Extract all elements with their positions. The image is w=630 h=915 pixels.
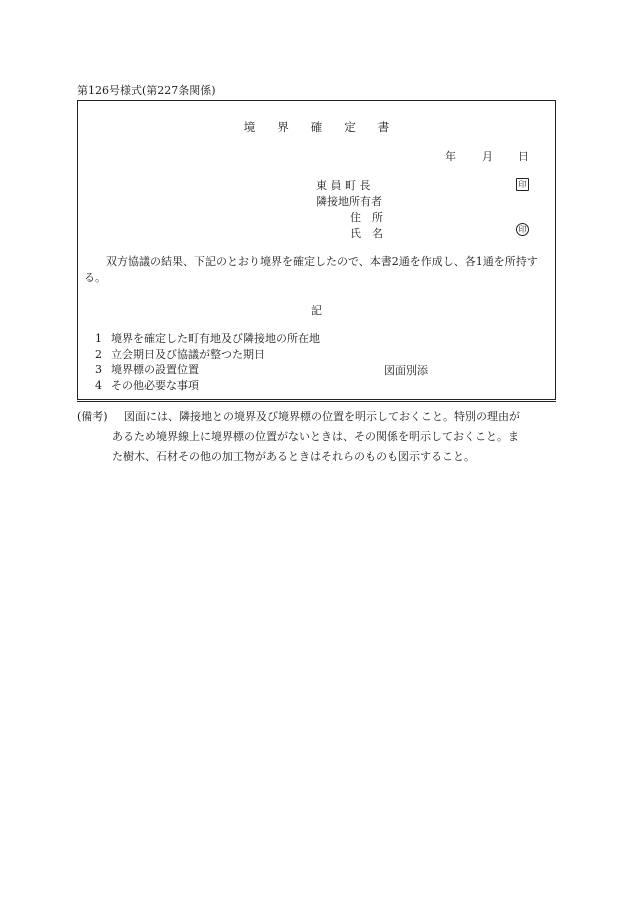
list-item: 3 境界標の設置位置 [95, 363, 199, 376]
remarks-line: 図面には、隣接地との境界及び境界標の位置を明示しておくこと。特別の理由が [124, 410, 520, 423]
recipient-adjacent-owner: 隣接地所有者 [316, 195, 382, 208]
list-item: 2 立会期日及び協議が整つた期日 [95, 347, 265, 361]
form-bottom-rule [77, 399, 556, 402]
form-number: 第126号様式(第227条関係) [77, 84, 216, 97]
attachment-note: 図面別添 [384, 364, 428, 377]
date-day-label: 日 [518, 150, 529, 163]
recipient-name-label: 氏 名 [350, 227, 383, 240]
recipient-mayor: 東 員 町 長 [316, 179, 371, 192]
list-item: 1 境界を確定した町有地及び隣接地の所在地 [95, 332, 320, 345]
remarks-heading: (備考) [77, 410, 108, 423]
ki-heading: 記 [311, 304, 322, 317]
list-item: 4 その他必要な事項 [95, 378, 199, 392]
remarks-block [77, 407, 557, 467]
recipient-block [316, 178, 383, 242]
date-year-label: 年 [445, 150, 456, 163]
seal-square-icon: 印 [516, 178, 529, 191]
remarks-line: あるため境界線上に境界標の位置がないときは、その関係を明示しておくこと。ま [112, 430, 519, 443]
recipient-address-label: 住 所 [350, 211, 383, 224]
items-list [95, 331, 320, 393]
seal-round-icon: 印 [516, 223, 529, 236]
remarks-line: た樹木、石材その他の加工物があるときはそれらのものも図示すること。 [112, 450, 475, 463]
date-month-label: 月 [482, 150, 493, 163]
document-title: 境界確定書 [243, 120, 412, 134]
form-box [77, 100, 556, 400]
body-text: 双方協議の結果、下記のとおり境界を確定したので、本書2通を作成し、各1通を所持する。 [84, 255, 538, 284]
